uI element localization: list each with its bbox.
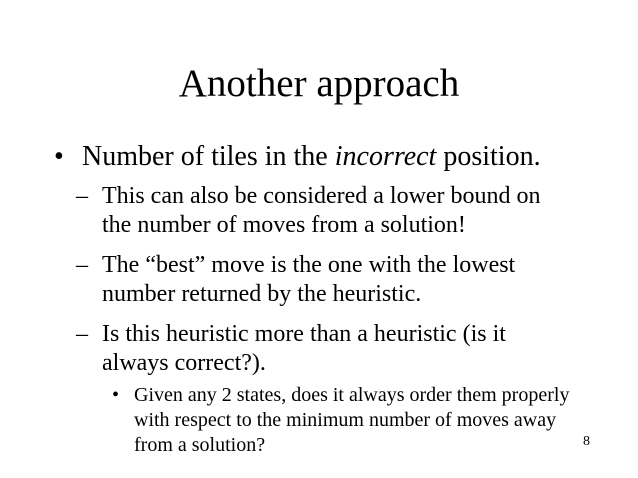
main-bullet-text-start: Number of tiles in the xyxy=(82,141,335,172)
dash-icon: – xyxy=(76,252,88,278)
main-bullet-text-end: position. xyxy=(436,141,541,172)
sub-point-text: The “best” move is the one with the lowest number returned by the heuristic. xyxy=(102,252,516,307)
dash-icon: – xyxy=(76,183,88,209)
slide-title: Another approach xyxy=(178,62,460,105)
main-bullet-emphasis: incorrect xyxy=(334,141,437,172)
bullet-icon: • xyxy=(54,141,64,172)
sub-point-text: Is this heuristic more than a heuristic (is it always correct?). xyxy=(102,321,506,376)
page-number: 8 xyxy=(583,434,590,449)
sub-point-text: This can also be considered a lower bound on the number of moves from a solution! xyxy=(102,183,541,238)
bullet-icon: • xyxy=(112,384,120,406)
dash-icon: – xyxy=(76,321,88,347)
sub-sub-point-text: Given any 2 states, does it always order them properly with respect to the minimum number of moves away from a solution? xyxy=(134,384,570,456)
main-bullet-text xyxy=(82,140,541,174)
